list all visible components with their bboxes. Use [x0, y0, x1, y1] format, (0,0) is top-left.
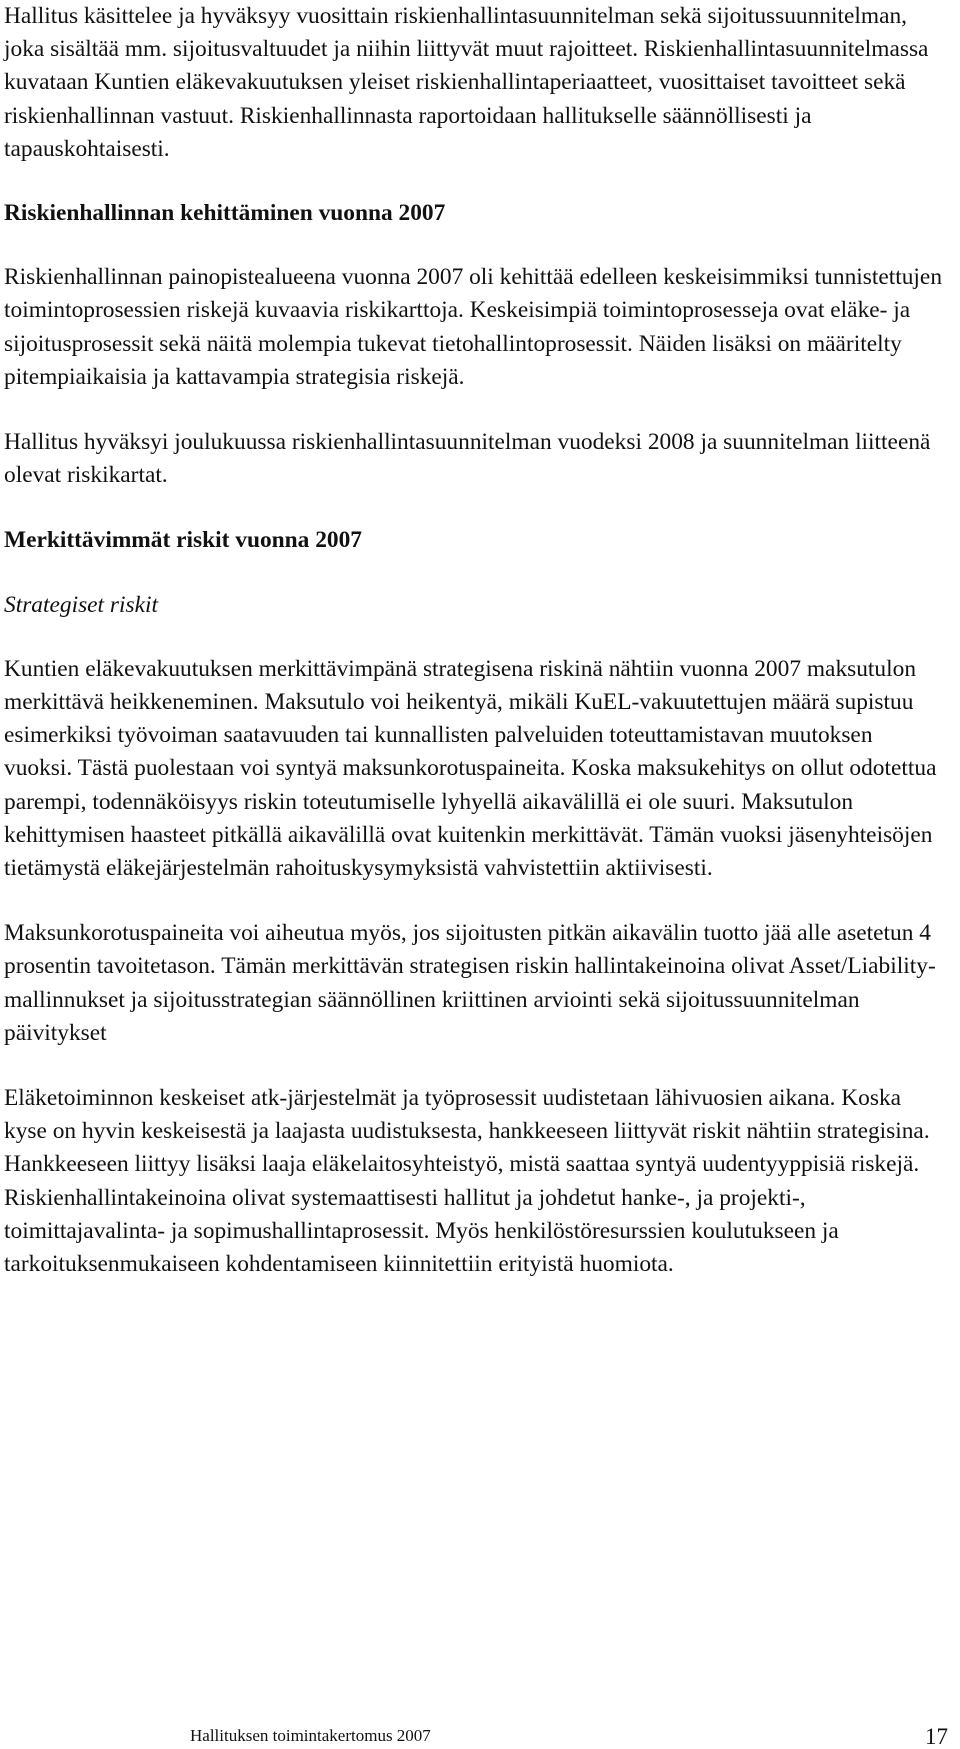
- risks-paragraph-2: Maksunkorotuspaineita voi aiheutua myös, jos sijoitusten pitkän aikavälin tuotto jää alle asetetun 4 prosentin tavoitetason. Tämän merkittävän strategisen riskin hallintakeinoina olivat Asset/Liability-mallinnukset ja sijoitusstrategian säännöllinen kriittinen arviointi sekä sijoitussuunnitelman päivitykset: [4, 920, 936, 1046]
- footer-title: Hallituksen toimintakertomus 2007: [190, 1726, 431, 1745]
- subheading-strategic-risks: Strategiset riskit: [4, 591, 158, 618]
- page-number: 17: [925, 1724, 948, 1749]
- development-paragraph-1: Riskienhallinnan painopistealueena vuonna 2007 oli kehittää edelleen keskeisimmiksi tunnistettujen toimintoprosessien riskejä kuvaavia riskikarttoja. Keskeisimpiä toimintoprosesseja ovat eläke- ja sijoitusprosessit sekä näitä molempia tukevat tietohallintoprosessit. Näiden lisäksi on määritelty pitempiaikaisia ja kattavampia strategisia riskejä.: [4, 264, 943, 390]
- section-heading-risks: Merkittävimmät riskit vuonna 2007: [4, 527, 362, 554]
- section-heading-development: Riskienhallinnan kehittäminen vuonna 2007: [4, 200, 446, 227]
- risks-paragraph-3: Eläketoiminnon keskeiset atk-järjestelmät ja työprosessit uudistetaan lähivuosien aikana. Koska kyse on hyvin keskeisestä ja laajasta uudistuksesta, hankkeeseen liittyvät riskit nähtiin strategisina. Hankkeeseen liittyy lisäksi laaja eläkelaitosyhteistyö, mistä saattaa syntyä uudentyyppisiä riskejä. Riskienhallintakeinoina olivat systemaattisesti hallitut ja johdetut hanke-, ja projekti-, toimittajavalinta- ja sopimushallintaprosessit. Myös henkilöstöresurssien koulutukseen ja tarkoituksenmukaiseen kohdentamiseen kiinnitettiin erityistä huomiota.: [4, 1085, 930, 1278]
- document-body: [4, 0, 944, 1281]
- development-paragraph-2: Hallitus hyväksyi joulukuussa riskienhallintasuunnitelman vuodeksi 2008 ja suunnitelman liitteenä olevat riskikartat.: [4, 429, 931, 489]
- risks-paragraph-1: Kuntien eläkevakuutuksen merkittävimpänä strategisena riskinä nähtiin vuonna 2007 maksutulon merkittävä heikkeneminen. Maksutulo voi heikentyä, mikäli KuEL-vakuutettujen määrä supistuu esimerkiksi työvoiman saatavuuden tai kunnallisten palveluiden toteuttamistavan muutoksen vuoksi. Tästä puolestaan voi syntyä maksunkorotuspaineita. Koska maksukehitys on ollut odotettua parempi, todennäköisyys riskin toteutumiselle lyhyellä aikavälillä ei ole suuri. Maksutulon kehittymisen haasteet pitkällä aikavälillä ovat kuitenkin merkittävät. Tämän vuoksi jäsenyhteisöjen tietämystä eläkejärjestelmän rahoituskysymyksistä vahvistettiin aktiivisesti.: [4, 655, 937, 882]
- intro-paragraph: Hallitus käsittelee ja hyväksyy vuosittain riskienhallintasuunnitelman sekä sijoitussuunnitelman, joka sisältää mm. sijoitusvaltuudet ja niihin liittyvät muut rajoitteet. Riskienhallintasuunnitelmassa kuvataan Kuntien eläkevakuutuksen yleiset riskienhallintaperiaatteet, vuosittaiset tavoitteet sekä riskienhallinnan vastuut. Riskienhallinnasta raportoidaan hallitukselle säännöllisesti ja tapauskohtaisesti.: [4, 3, 929, 162]
